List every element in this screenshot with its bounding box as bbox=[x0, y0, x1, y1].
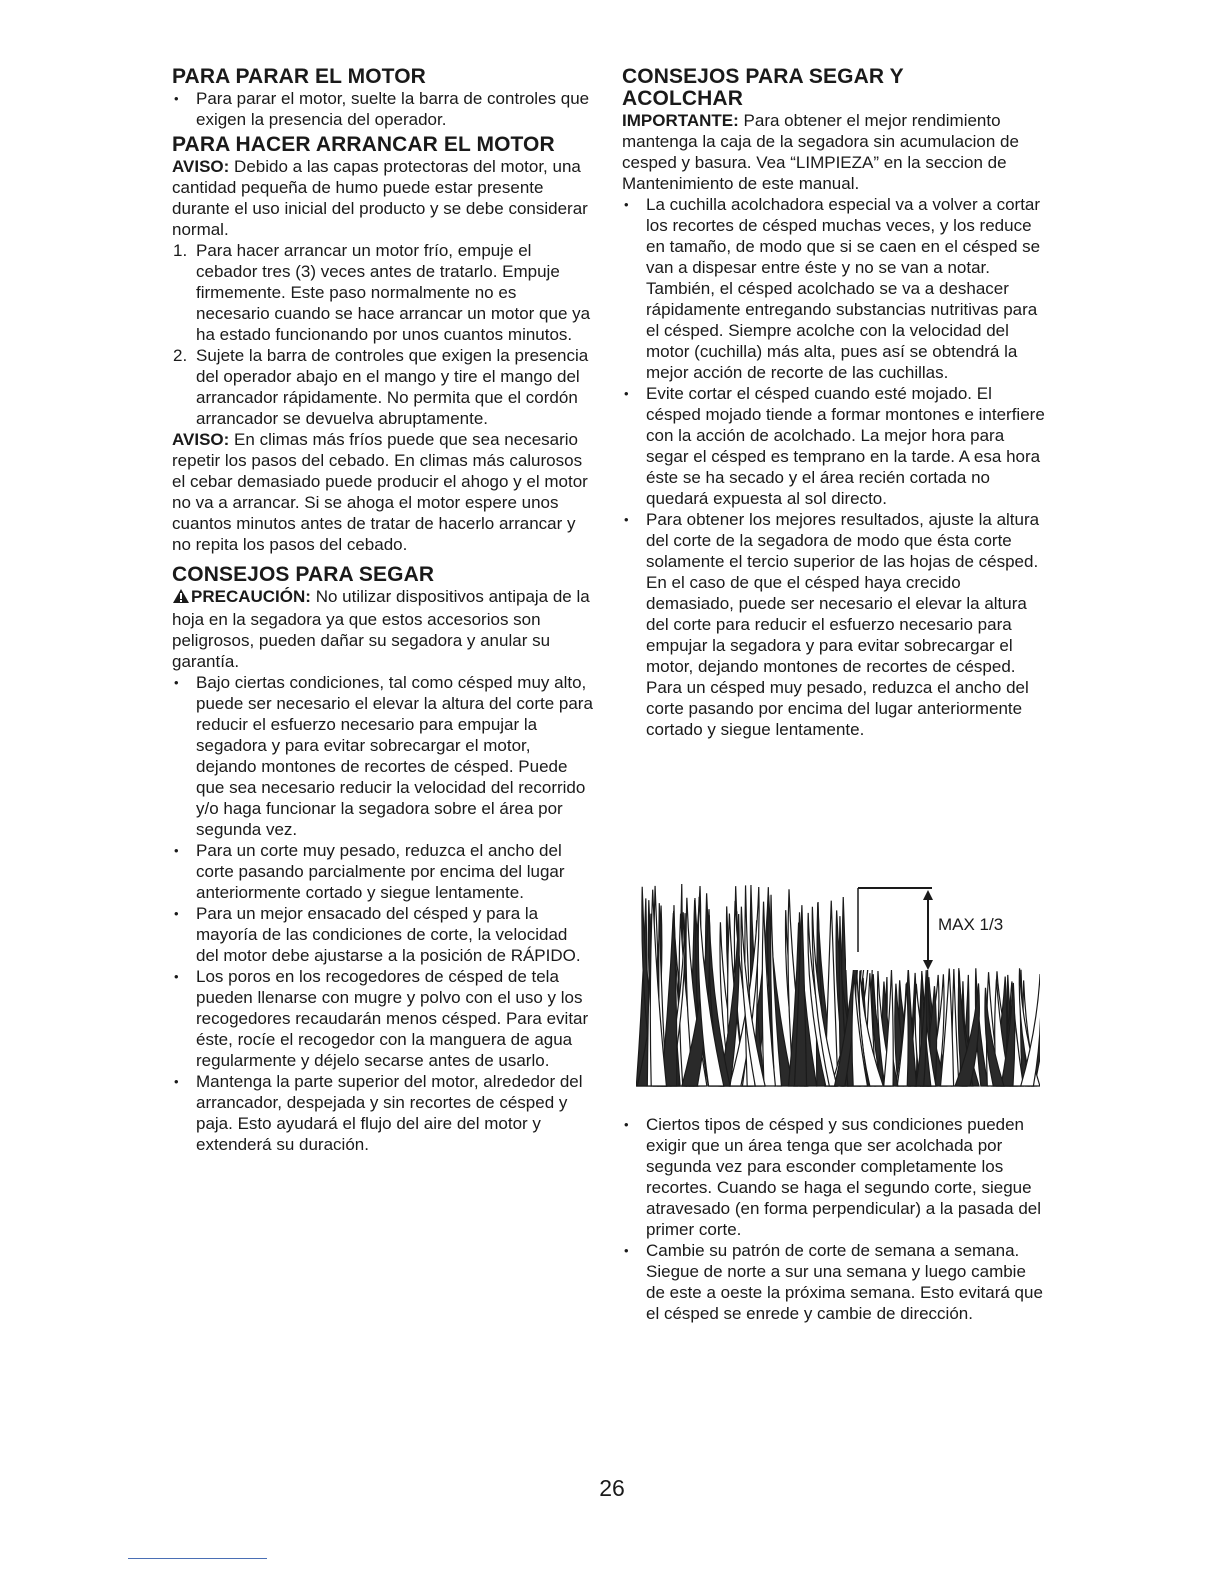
list-item bbox=[172, 240, 594, 345]
list-item: • Para parar el motor, suelte la barra de controles que exigen la presencia del operador. bbox=[172, 88, 594, 130]
footer-rule bbox=[128, 1558, 267, 1559]
grass-drawing bbox=[636, 880, 1040, 1088]
page-number: 26 bbox=[599, 1475, 625, 1501]
section-stop-engine bbox=[172, 66, 594, 130]
stop-engine-list bbox=[172, 88, 594, 130]
list-item bbox=[172, 345, 594, 429]
right-column bbox=[622, 66, 1048, 740]
list-item: • Para un mejor ensacado del césped y para la mayoría de las condiciones de corte, la velocidad del motor debe ajustarse a la posición de RÁPIDO. bbox=[172, 903, 594, 966]
list-item: • Para obtener los mejores resultados, ajuste la altura del corte de la segadora de modo que ésta corte solamente el tercio superior de las hojas de césped. En el caso de que el césped haya crecido demasiado, puede ser necesario el elevar la altura del corte para reducir el esfuerzo necesario para empujar la segadora y para evitar sobrecargar el motor, dejando montones de recortes de césped. Para un césped muy pesado, reduzca el ancho del corte pasando por encima del lugar anteriormente cortado y siegue lentamente. bbox=[622, 509, 1048, 740]
notice-paragraph bbox=[172, 156, 594, 240]
notice-paragraph bbox=[172, 429, 594, 555]
max-height-label: MAX 1/3 bbox=[938, 915, 1004, 934]
notice-label: AVISO: bbox=[172, 157, 230, 176]
list-item: • Para un corte muy pesado, reduzca el ancho del corte pasando parcialmente por encima del lugar anteriormente cortado y siegue lentamente. bbox=[172, 840, 594, 903]
step-number: 2. bbox=[173, 346, 188, 365]
list-item: • Cambie su patrón de corte de semana a semana. Siegue de norte a sur una semana y luego cambie de este a oeste la próxima semana. Esto evitará que el césped se enrede y cambie de dirección. bbox=[622, 1240, 1048, 1324]
section-mulching-tips bbox=[622, 66, 1048, 740]
right-column-lower bbox=[622, 1114, 1048, 1324]
list-item: • Ciertos tipos de césped y sus condiciones pueden exigir que un área tenga que ser acolchada por segunda vez para esconder completamente los recortes. Cuando se haga el segundo corte, siegue atravesado (en forma perpendicular) a la pasada del primer corte. bbox=[622, 1114, 1048, 1240]
mulching-tips-list-bottom bbox=[622, 1114, 1048, 1324]
list-item: • Mantenga la parte superior del motor, alrededor del arrancador, despejada y sin recortes de césped y paja. Esto ayudará el flujo del aire del motor y extenderá su duración. bbox=[172, 1071, 594, 1155]
list-item: • Los poros en los recogedores de césped de tela pueden llenarse con mugre y polvo con el uso y los recogedores recaudarán menos césped. Para evitar éste, rocíe el recogedor con la manguera de agua regularmente y déjelo secarse antes de usarlo. bbox=[172, 966, 594, 1071]
list-item: • Bajo ciertas condiciones, tal como césped muy alto, puede ser necesario el elevar la altura del corte para reducir el esfuerzo necesario para empujar la segadora y para evitar sobrecargar el motor, dejando montones de recortes de césped. Puede que sea necesario reducir la velocidad del recorrido y/o haga funcionar la segadora sobre el área por segunda vez. bbox=[172, 672, 594, 840]
heading-mowing-tips: CONSEJOS PARA SEGAR bbox=[172, 563, 435, 586]
notice-text: Debido a las capas protectoras del motor, una cantidad pequeña de humo puede estar presente durante el uso inicial del producto y se debe considerar normal. bbox=[172, 157, 588, 239]
heading-stop-engine: PARA PARAR EL MOTOR bbox=[172, 65, 426, 88]
section-mowing-tips bbox=[172, 564, 594, 1155]
important-text: Para obtener el mejor rendimiento mantenga la caja de la segadora sin acumulacion de cesped y basura. Vea “LIMPIEZA” en la seccion de Mantenimiento de este manual. bbox=[622, 111, 1019, 193]
step-text: Sujete la barra de controles que exigen la presencia del operador abajo en el mango y tire el mango del arrancador rápidamente. No permita que el cordón arrancador se devuelva abruptamente. bbox=[196, 346, 589, 428]
mowing-tips-list bbox=[172, 672, 594, 1155]
notice-label: AVISO: bbox=[172, 430, 230, 449]
heading-start-engine: PARA HACER ARRANCAR EL MOTOR bbox=[172, 133, 555, 156]
caution-text: No utilizar dispositivos antipaja de la hoja en la segadora ya que estos accesorios son peligrosos, pueden dañar su segadora y anular su garantía. bbox=[172, 587, 590, 671]
heading-mulching-tips: CONSEJOS PARA SEGAR Y ACOLCHAR bbox=[622, 65, 904, 110]
list-item: • La cuchilla acolchadora especial va a volver a cortar los recortes de césped muchas veces, y los reduce en tamaño, de modo que si se caen en el césped se van a dispesar entre éste y no se van a notar. También, el césped acolchado se va a deshacer rápidamente entregando substancias nutritivas para el césped. Siempre acolche con la velocidad del motor (cuchilla) más alta, pues así se obtendrá la mejor acción de recorte de las cuchillas. bbox=[622, 194, 1048, 383]
warning-triangle-icon bbox=[172, 588, 190, 609]
start-steps-list bbox=[172, 240, 594, 429]
list-item: • Evite cortar el césped cuando esté mojado. El césped mojado tiende a formar montones e interfiere con la acción de acolchado. La mejor hora para segar el césped es temprano en la tarde. A esa hora éste se ha secado y el área recién cortada no quedará expuesta al sol directo. bbox=[622, 383, 1048, 509]
notice-text: En climas más fríos puede que sea necesario repetir los pasos del cebado. En climas más calurosos el cebar demasiado puede producir el ahogo y el motor no va a arrancar. Si se ahoga el motor espere unos cuantos minutos antes de tratar de hacerlo arrancar y no repita los pasos del cebado. bbox=[172, 430, 588, 554]
grass-height-illustration bbox=[636, 880, 1040, 1088]
important-label: IMPORTANTE: bbox=[622, 111, 739, 130]
section-start-engine bbox=[172, 134, 594, 555]
grass-blade bbox=[650, 890, 666, 1086]
left-column bbox=[172, 66, 594, 1155]
step-number: 1. bbox=[173, 241, 188, 260]
cut-grass-blades bbox=[852, 968, 1040, 1086]
important-paragraph bbox=[622, 110, 1048, 194]
caution-label: PRECAUCIÓN: bbox=[191, 587, 311, 606]
caution-paragraph bbox=[172, 586, 594, 672]
tall-grass-blades bbox=[636, 884, 873, 1086]
step-text: Para hacer arrancar un motor frío, empuje el cebador tres (3) veces antes de tratarlo. Empuje firmemente. Este paso normalmente no es necesario cuando se hace arrancar un motor que ya ha estado funcionando por unos cuantos minutos. bbox=[196, 241, 591, 344]
mulching-tips-list-top bbox=[622, 194, 1048, 740]
